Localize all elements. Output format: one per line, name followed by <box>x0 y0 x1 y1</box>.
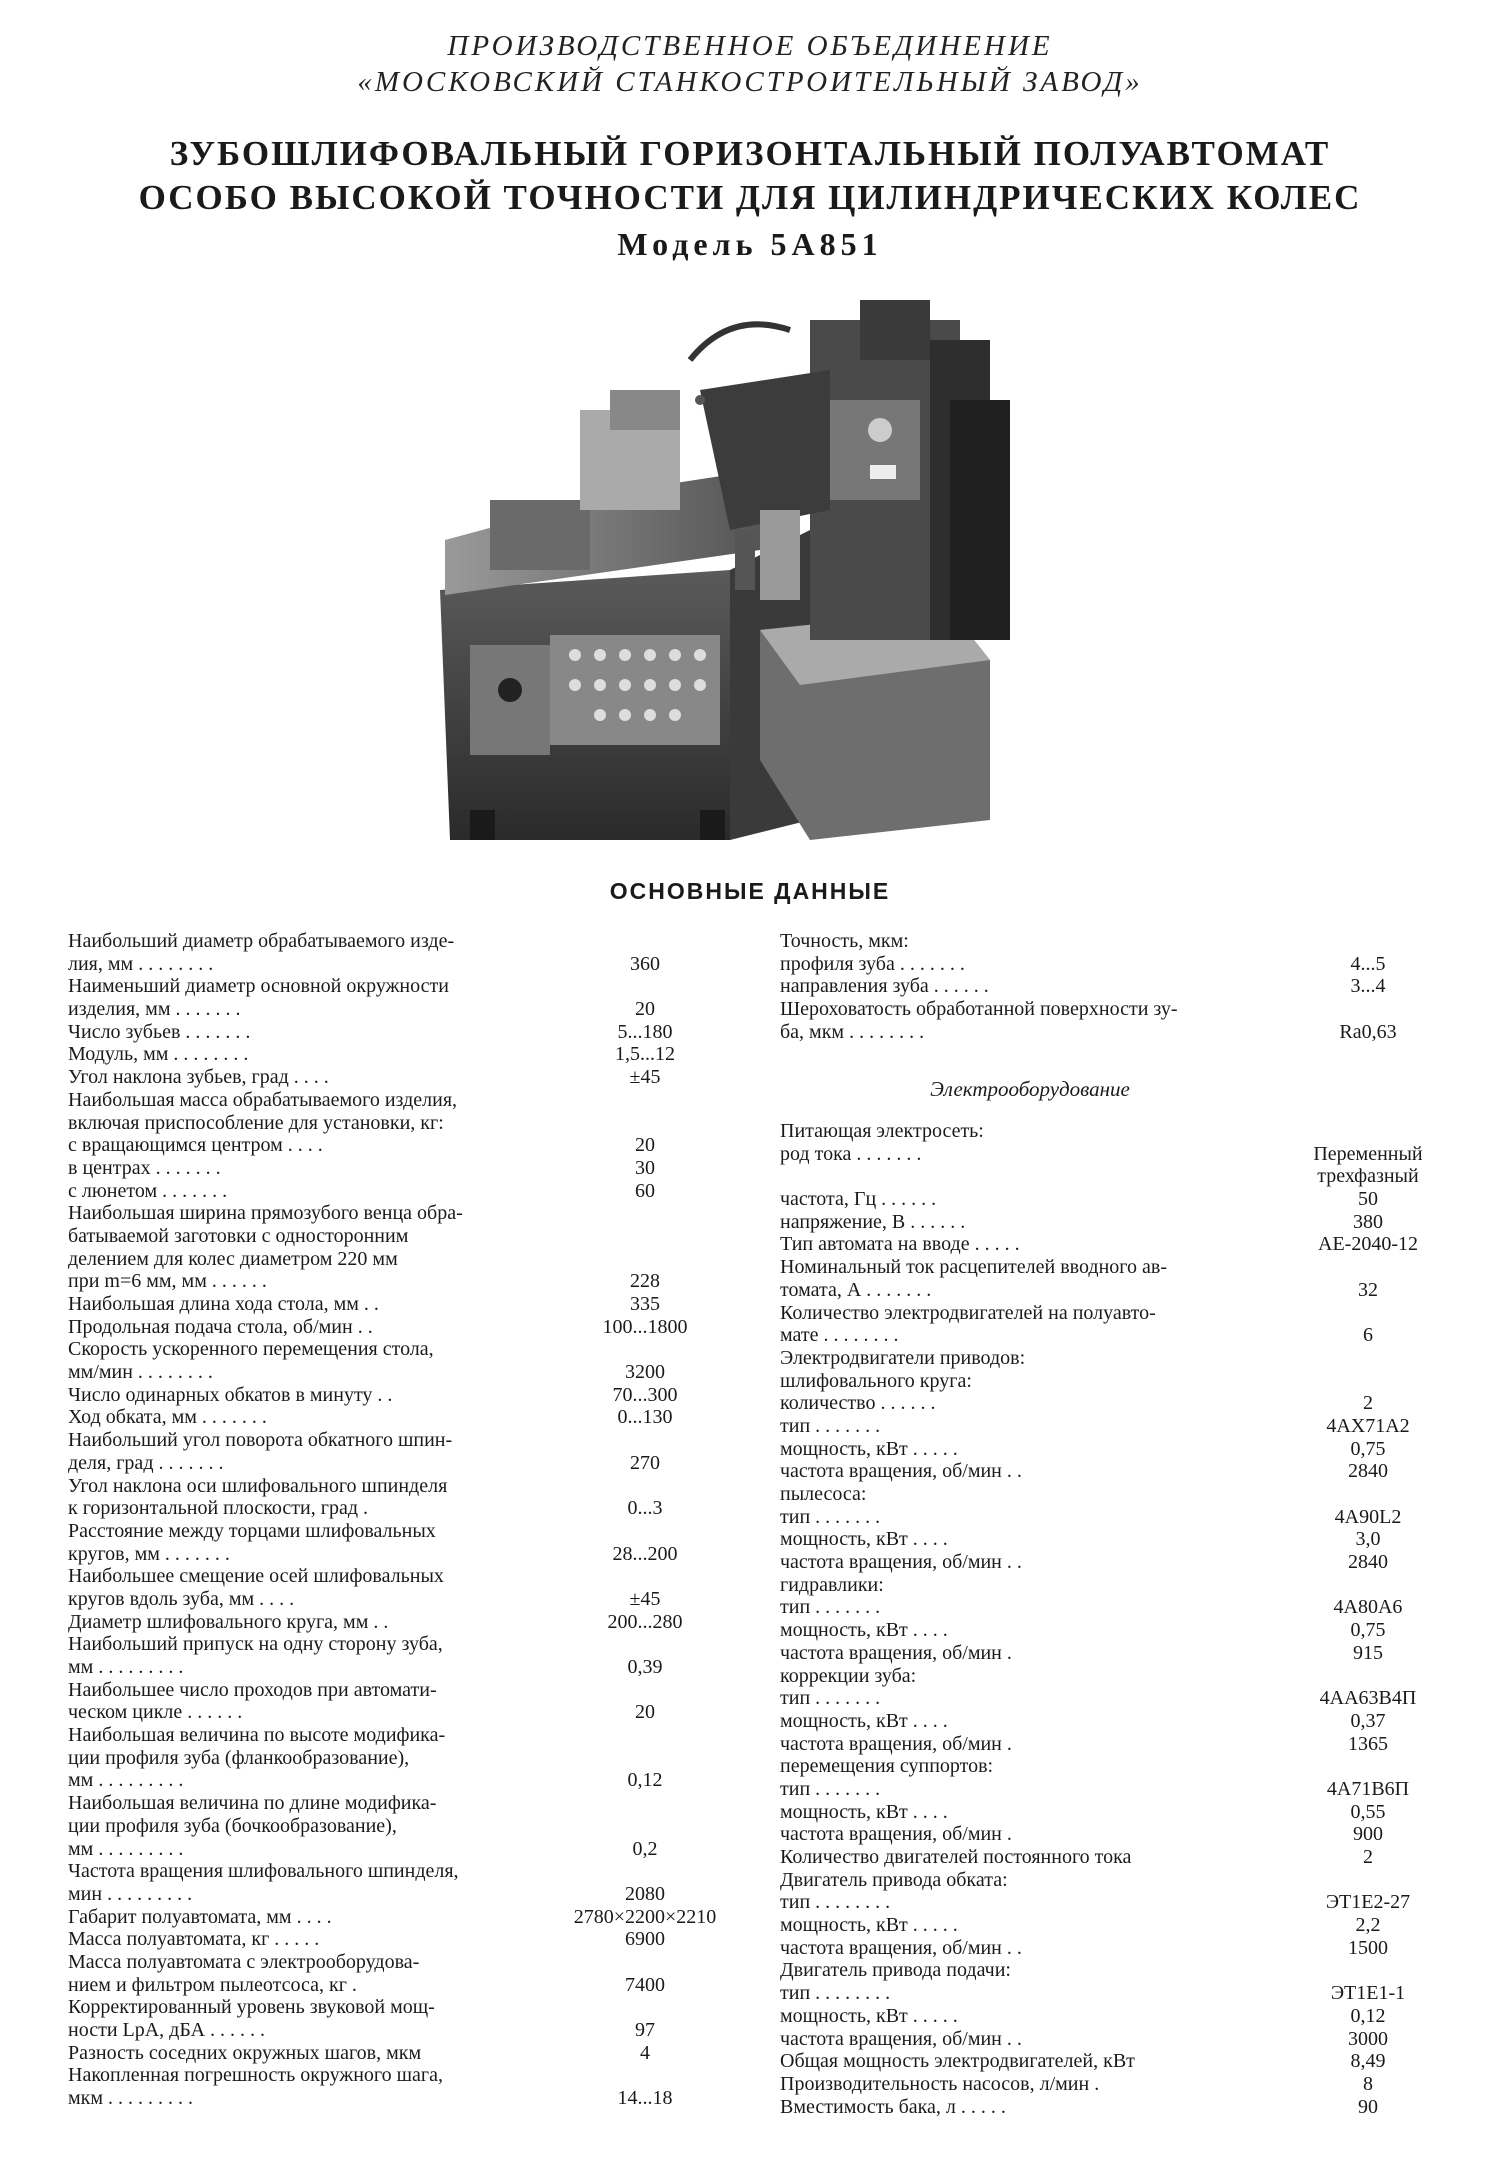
spec-label: Наибольший диаметр обрабатываемого изде- <box>68 930 455 952</box>
spec-label: Вместимость бака, л . . . . . <box>780 2095 1006 2118</box>
spec-value: 0...130 <box>617 1406 673 1429</box>
spec-row <box>68 1338 718 1361</box>
spec-value: 0,12 <box>1350 2004 1386 2027</box>
spec-label: Наибольшая длина хода стола, мм . . <box>68 1293 379 1315</box>
spec-value: трехфазный <box>1317 1165 1419 1188</box>
spec-row <box>780 1733 1460 1756</box>
spec-row <box>68 1089 718 1112</box>
spec-label: частота, Гц . . . . . . <box>780 1188 937 1211</box>
spec-row <box>68 1157 718 1180</box>
spec-label: мощность, кВт . . . . <box>780 1800 948 1823</box>
spec-value: 360 <box>630 952 660 975</box>
spec-value: 100...1800 <box>602 1315 688 1338</box>
spec-row <box>780 1710 1460 1733</box>
spec-row <box>68 1520 718 1543</box>
spec-row <box>68 2019 718 2042</box>
spec-value: 0...3 <box>627 1497 663 1520</box>
spec-label: Число зубьев . . . . . . . <box>68 1020 251 1043</box>
spec-value: 380 <box>1353 1210 1383 1233</box>
spec-label: томата, А . . . . . . . <box>780 1278 932 1301</box>
spec-row <box>68 1815 718 1838</box>
spec-label: Количество электродвигателей на полуавто- <box>780 1301 1156 1324</box>
spec-value: ЭТ1Е2-27 <box>1325 1891 1411 1914</box>
spec-label: батываемой заготовки с односторонним <box>68 1224 409 1247</box>
spec-row <box>68 2042 718 2065</box>
spec-value: 2840 <box>1348 1460 1388 1483</box>
spec-row <box>780 1959 1460 1982</box>
spec-value: 0,55 <box>1350 1800 1386 1823</box>
spec-row <box>780 953 1460 976</box>
spec-value: 0,75 <box>1350 1619 1386 1642</box>
spec-label: мин . . . . . . . . . <box>68 1882 193 1905</box>
left-specs-column <box>68 930 718 2110</box>
spec-row <box>68 1134 718 1157</box>
spec-row <box>780 1438 1460 1461</box>
spec-value: 70...300 <box>612 1383 678 1406</box>
spec-label: мощность, кВт . . . . <box>780 1709 948 1732</box>
spec-label: Диаметр шлифовального круга, мм . . <box>68 1610 389 1633</box>
spec-label: ческом цикле . . . . . . <box>68 1701 243 1724</box>
spec-label: ции профиля зуба (бочкообразование), <box>68 1814 397 1837</box>
spec-row <box>780 1415 1460 1438</box>
spec-label: Номинальный ток расцепителей вводного ав- <box>780 1256 1167 1279</box>
spec-label: Скорость ускоренного перемещения стола, <box>68 1338 434 1361</box>
spec-row <box>68 1588 718 1611</box>
spec-row <box>68 1906 718 1929</box>
spec-label: с люнетом . . . . . . . <box>68 1179 228 1202</box>
spec-row <box>68 1679 718 1702</box>
spec-row <box>68 1951 718 1974</box>
spec-label: Наибольшая масса обрабатываемого изделия, <box>68 1088 458 1111</box>
spec-label: с вращающимся центром . . . . <box>68 1134 323 1157</box>
spec-label: к горизонтальной плоскости, град . <box>68 1497 368 1520</box>
spec-value: 3200 <box>625 1361 665 1384</box>
spec-row <box>68 1928 718 1951</box>
spec-row <box>68 1180 718 1203</box>
spec-value: 60 <box>635 1179 655 1202</box>
spec-value: 4АХ71А2 <box>1326 1414 1410 1437</box>
spec-row <box>68 1792 718 1815</box>
spec-value: 1365 <box>1348 1732 1388 1755</box>
spec-label: Угол наклона оси шлифовального шпинделя <box>68 1474 448 1497</box>
spec-value: 90 <box>1358 2095 1378 2118</box>
spec-row <box>68 1701 718 1724</box>
spec-row <box>68 1633 718 1656</box>
spec-value: АЕ-2040-12 <box>1318 1233 1418 1256</box>
spec-label: Двигатель привода обката: <box>780 1868 1008 1891</box>
spec-row <box>68 1838 718 1861</box>
section-title: ОСНОВНЫЕ ДАННЫЕ <box>609 878 891 904</box>
spec-value: 32 <box>1358 1278 1378 1301</box>
right-specs-electrical <box>780 1120 1460 2118</box>
spec-label: мате . . . . . . . . <box>780 1324 899 1347</box>
spec-row <box>780 1687 1460 1710</box>
spec-row <box>68 975 718 998</box>
spec-value: 8 <box>1363 2072 1373 2095</box>
spec-label: Двигатель привода подачи: <box>780 1959 1011 1982</box>
spec-label: Наименьший диаметр основной окружности <box>68 975 449 998</box>
spec-value: 3000 <box>1348 2027 1388 2050</box>
spec-row <box>68 1497 718 1520</box>
spec-row <box>68 1248 718 1271</box>
spec-value: 30 <box>635 1156 655 1179</box>
spec-label: лия, мм . . . . . . . . <box>68 952 214 975</box>
spec-label: гидравлики: <box>780 1573 884 1596</box>
spec-row <box>780 1823 1460 1846</box>
spec-value: 20 <box>635 1701 655 1724</box>
spec-label: Расстояние между торцами шлифовальных <box>68 1519 436 1542</box>
spec-label: частота вращения, об/мин . <box>780 1823 1012 1846</box>
spec-row <box>780 1188 1460 1211</box>
spec-label: Точность, мкм: <box>780 930 909 952</box>
spec-value: 2,2 <box>1355 1914 1381 1937</box>
spec-value: 5...180 <box>617 1020 673 1043</box>
spec-label: частота вращения, об/мин . . <box>780 1551 1022 1574</box>
spec-value: 2 <box>1363 1846 1373 1868</box>
spec-label: мощность, кВт . . . . . <box>780 2004 958 2027</box>
spec-row <box>68 1543 718 1566</box>
spec-row <box>780 1891 1460 1914</box>
spec-value: 228 <box>630 1270 660 1293</box>
spec-row <box>780 1120 1460 1143</box>
spec-value: 900 <box>1353 1823 1383 1846</box>
spec-label: частота вращения, об/мин . . <box>780 1460 1022 1483</box>
spec-label: частота вращения, об/мин . . <box>780 2027 1022 2050</box>
org-name-line2: «МОСКОВСКИЙ СТАНКОСТРОИТЕЛЬНЫЙ ЗАВОД» <box>357 66 1143 98</box>
machine-photo <box>430 300 1070 845</box>
spec-label: Накопленная погрешность окружного шага, <box>68 2064 443 2087</box>
spec-label: частота вращения, об/мин . . <box>780 1936 1022 1959</box>
org-name-line1: ПРОИЗВОДСТВЕННОЕ ОБЪЕДИНЕНИЕ <box>447 30 1053 62</box>
spec-value: 14...18 <box>617 2087 673 2110</box>
spec-row <box>780 1619 1460 1642</box>
spec-row <box>68 1475 718 1498</box>
spec-label: Наибольшая ширина прямозубого венца обра- <box>68 1202 463 1225</box>
spec-label: частота вращения, об/мин . <box>780 1732 1012 1755</box>
spec-row <box>780 1665 1460 1688</box>
spec-value: 0,12 <box>627 1769 663 1792</box>
spec-label: тип . . . . . . . <box>780 1505 881 1528</box>
spec-value: 20 <box>635 1134 655 1157</box>
spec-label: Угол наклона зубьев, град . . . . <box>68 1066 329 1089</box>
spec-label: Модуль, мм . . . . . . . . <box>68 1043 249 1066</box>
spec-label: ности LpA, дБА . . . . . . <box>68 2019 266 2041</box>
spec-label: мощность, кВт . . . . <box>780 1619 948 1642</box>
spec-row <box>780 1256 1460 1279</box>
spec-row <box>780 1324 1460 1347</box>
spec-label: Разность соседних окружных шагов, мкм <box>68 2041 422 2064</box>
spec-value: 4А80А6 <box>1333 1596 1403 1619</box>
spec-row <box>780 1574 1460 1597</box>
spec-row <box>780 1233 1460 1256</box>
spec-value: 4 <box>640 2041 650 2064</box>
spec-row <box>68 1293 718 1316</box>
spec-label: ции профиля зуба (фланкообразование), <box>68 1746 410 1769</box>
spec-value: 8,49 <box>1350 2050 1386 2073</box>
spec-label: Наибольшее число проходов при автомати- <box>68 1678 437 1701</box>
spec-row <box>68 1021 718 1044</box>
spec-row <box>68 1860 718 1883</box>
spec-label: перемещения суппортов: <box>780 1755 994 1778</box>
spec-row <box>68 1974 718 1997</box>
spec-row <box>780 2028 1460 2051</box>
spec-label: Наибольшее смещение осей шлифовальных <box>68 1565 444 1588</box>
spec-label: Число одинарных обкатов в минуту . . <box>68 1383 393 1406</box>
spec-label: делением для колес диаметром 220 мм <box>68 1247 398 1270</box>
spec-label: Электродвигатели приводов: <box>780 1346 1026 1369</box>
spec-label: Наибольшая величина по высоте модифика- <box>68 1724 446 1747</box>
spec-row <box>68 1656 718 1679</box>
spec-row <box>68 2087 718 2110</box>
spec-label: тип . . . . . . . . <box>780 1891 891 1914</box>
spec-label: мм . . . . . . . . . <box>68 1656 184 1678</box>
spec-row <box>68 1202 718 1225</box>
spec-row <box>68 1611 718 1634</box>
spec-row <box>68 2064 718 2087</box>
spec-row <box>68 1112 718 1135</box>
spec-row <box>780 2050 1460 2073</box>
spec-row <box>780 1165 1460 1188</box>
spec-label: количество . . . . . . <box>780 1392 936 1415</box>
spec-value: 50 <box>1358 1188 1378 1211</box>
spec-label: Производительность насосов, л/мин . <box>780 2072 1100 2095</box>
spec-value: 2 <box>1363 1392 1373 1415</box>
spec-label: Масса полуавтомата, кг . . . . . <box>68 1928 320 1951</box>
spec-label: Корректированный уровень звуковой мощ- <box>68 1996 435 2019</box>
spec-value: Ra0,63 <box>1339 1020 1397 1043</box>
spec-label: Общая мощность электродвигателей, кВт <box>780 2050 1135 2073</box>
spec-row <box>780 1642 1460 1665</box>
spec-row <box>68 1384 718 1407</box>
spec-label: тип . . . . . . . <box>780 1414 881 1437</box>
spec-row <box>780 2073 1460 2096</box>
spec-label: кругов вдоль зуба, мм . . . . <box>68 1587 295 1610</box>
spec-value: 4...5 <box>1350 952 1386 975</box>
spec-label: направления зуба . . . . . . <box>780 975 989 998</box>
spec-row <box>68 1724 718 1747</box>
spec-label: при m=6 мм, мм . . . . . . <box>68 1270 267 1293</box>
spec-value: 20 <box>635 998 655 1021</box>
spec-label: Масса полуавтомата с электрооборудова- <box>68 1950 420 1973</box>
spec-row <box>780 1528 1460 1551</box>
spec-label: частота вращения, об/мин . <box>780 1641 1012 1664</box>
spec-value: Переменный <box>1313 1142 1423 1165</box>
spec-value: 4А71В6П <box>1326 1777 1410 1800</box>
spec-value: 0,39 <box>627 1656 663 1678</box>
spec-label: Габарит полуавтомата, мм . . . . <box>68 1905 332 1928</box>
spec-label: мм . . . . . . . . . <box>68 1837 184 1860</box>
spec-value: 3,0 <box>1355 1528 1381 1551</box>
spec-row <box>68 1361 718 1384</box>
spec-row <box>68 1565 718 1588</box>
spec-value: 200...280 <box>607 1610 683 1633</box>
spec-label: деля, град . . . . . . . <box>68 1451 224 1474</box>
spec-row <box>68 1996 718 2019</box>
spec-value: 0,37 <box>1350 1709 1386 1732</box>
spec-row <box>68 1270 718 1293</box>
spec-row <box>780 1506 1460 1529</box>
spec-row <box>780 1914 1460 1937</box>
spec-row <box>68 1747 718 1770</box>
spec-value: 3...4 <box>1350 975 1386 998</box>
spec-label: кругов, мм . . . . . . . <box>68 1542 230 1565</box>
spec-row <box>780 1778 1460 1801</box>
spec-value: 6900 <box>625 1928 665 1951</box>
spec-value: ±45 <box>629 1066 661 1089</box>
spec-value: 2080 <box>625 1882 665 1905</box>
spec-row <box>780 1551 1460 1574</box>
spec-row <box>780 1596 1460 1619</box>
spec-label: мкм . . . . . . . . . <box>68 2087 194 2110</box>
spec-value: 4АА63В4П <box>1319 1687 1417 1710</box>
spec-label: тип . . . . . . . . <box>780 1982 891 2005</box>
spec-label: Наибольшая величина по длине модифика- <box>68 1792 437 1815</box>
spec-row <box>780 1143 1460 1166</box>
spec-label: Наибольший припуск на одну сторону зуба, <box>68 1633 443 1656</box>
spec-value: 2840 <box>1348 1551 1388 1574</box>
spec-value: 1500 <box>1348 1936 1388 1959</box>
spec-row <box>68 1225 718 1248</box>
spec-label: Тип автомата на вводе . . . . . <box>780 1233 1020 1256</box>
model-label: Модель 5А851 <box>617 226 883 262</box>
spec-value: 915 <box>1353 1641 1383 1664</box>
spec-row <box>68 1066 718 1089</box>
spec-label: Питающая электросеть: <box>780 1120 984 1142</box>
spec-row <box>780 1755 1460 1778</box>
spec-row <box>780 1801 1460 1824</box>
spec-label: мм/мин . . . . . . . . <box>68 1361 213 1384</box>
spec-row <box>780 1392 1460 1415</box>
electro-subheading: Электрооборудование <box>930 1077 1130 1101</box>
spec-value: 335 <box>630 1293 660 1315</box>
title-line1: ЗУБОШЛИФОВАЛЬНЫЙ ГОРИЗОНТАЛЬНЫЙ ПОЛУАВТОМАТ <box>169 134 1331 173</box>
spec-row <box>780 1869 1460 1892</box>
spec-row <box>780 998 1460 1021</box>
spec-label: Шероховатость обработанной поверхности зу- <box>780 998 1178 1021</box>
spec-value: 6 <box>1363 1324 1373 1347</box>
spec-label: включая приспособление для установки, кг: <box>68 1111 444 1134</box>
spec-label: изделия, мм . . . . . . . <box>68 998 241 1021</box>
spec-value: 0,75 <box>1350 1437 1386 1460</box>
spec-label: напряжение, В . . . . . . <box>780 1210 966 1233</box>
spec-row <box>68 1452 718 1475</box>
spec-row <box>780 1370 1460 1393</box>
spec-value: 4А90L2 <box>1334 1505 1402 1528</box>
spec-value: 97 <box>635 2019 655 2041</box>
spec-row <box>780 1982 1460 2005</box>
spec-label: мм . . . . . . . . . <box>68 1769 184 1792</box>
spec-row <box>68 1429 718 1452</box>
spec-value: 0,2 <box>632 1837 658 1860</box>
spec-label: род тока . . . . . . . <box>780 1142 922 1165</box>
spec-label: нием и фильтром пылеотсоса, кг . <box>68 1973 357 1996</box>
spec-row <box>780 930 1460 953</box>
spec-label: Ход обката, мм . . . . . . . <box>68 1406 267 1429</box>
spec-row <box>780 975 1460 998</box>
spec-row <box>68 1316 718 1339</box>
spec-row <box>780 1846 1460 1869</box>
spec-value: ЭТ1Е1-1 <box>1330 1982 1406 2005</box>
spec-value: 28...200 <box>612 1542 678 1565</box>
spec-label: мощность, кВт . . . . <box>780 1528 948 1551</box>
spec-label: пылесоса: <box>780 1483 867 1505</box>
spec-label: ба, мкм . . . . . . . . <box>780 1020 925 1043</box>
spec-row <box>68 1769 718 1792</box>
spec-label: профиля зуба . . . . . . . <box>780 952 965 975</box>
spec-label: в центрах . . . . . . . <box>68 1156 221 1179</box>
spec-label: Продольная подача стола, об/мин . . <box>68 1315 373 1338</box>
spec-row <box>780 1483 1460 1506</box>
spec-value: 1,5...12 <box>615 1043 675 1066</box>
spec-label: Количество двигателей постоянного тока <box>780 1846 1132 1868</box>
spec-row <box>780 2005 1460 2028</box>
spec-label: мощность, кВт . . . . . <box>780 1914 958 1937</box>
spec-value: ±45 <box>629 1587 661 1610</box>
spec-row <box>780 2096 1460 2119</box>
spec-label: Наибольший угол поворота обкатного шпин- <box>68 1429 453 1452</box>
spec-row <box>780 1302 1460 1325</box>
spec-label: шлифовального круга: <box>780 1369 972 1392</box>
spec-row <box>68 1043 718 1066</box>
spec-row <box>780 1460 1460 1483</box>
spec-label: тип . . . . . . . <box>780 1596 881 1619</box>
spec-value: 7400 <box>625 1973 665 1996</box>
title-line2: ОСОБО ВЫСОКОЙ ТОЧНОСТИ ДЛЯ ЦИЛИНДРИЧЕСКИХ КОЛЕС <box>138 178 1362 217</box>
spec-row <box>780 1347 1460 1370</box>
spec-value: 270 <box>630 1451 660 1474</box>
spec-value: 2780×2200×2210 <box>573 1905 717 1928</box>
spec-label: тип . . . . . . . <box>780 1777 881 1800</box>
spec-row <box>780 1021 1460 1044</box>
spec-row <box>780 1937 1460 1960</box>
spec-row <box>68 1883 718 1906</box>
spec-label: коррекции зуба: <box>780 1664 917 1687</box>
spec-row <box>68 930 718 953</box>
spec-label: тип . . . . . . . <box>780 1687 881 1710</box>
right-specs-accuracy <box>780 930 1460 1043</box>
spec-row <box>68 1406 718 1429</box>
spec-row <box>780 1279 1460 1302</box>
spec-row <box>68 998 718 1021</box>
spec-row <box>68 953 718 976</box>
spec-row <box>780 1211 1460 1234</box>
spec-label: мощность, кВт . . . . . <box>780 1437 958 1460</box>
spec-label: Частота вращения шлифовального шпинделя, <box>68 1860 459 1883</box>
